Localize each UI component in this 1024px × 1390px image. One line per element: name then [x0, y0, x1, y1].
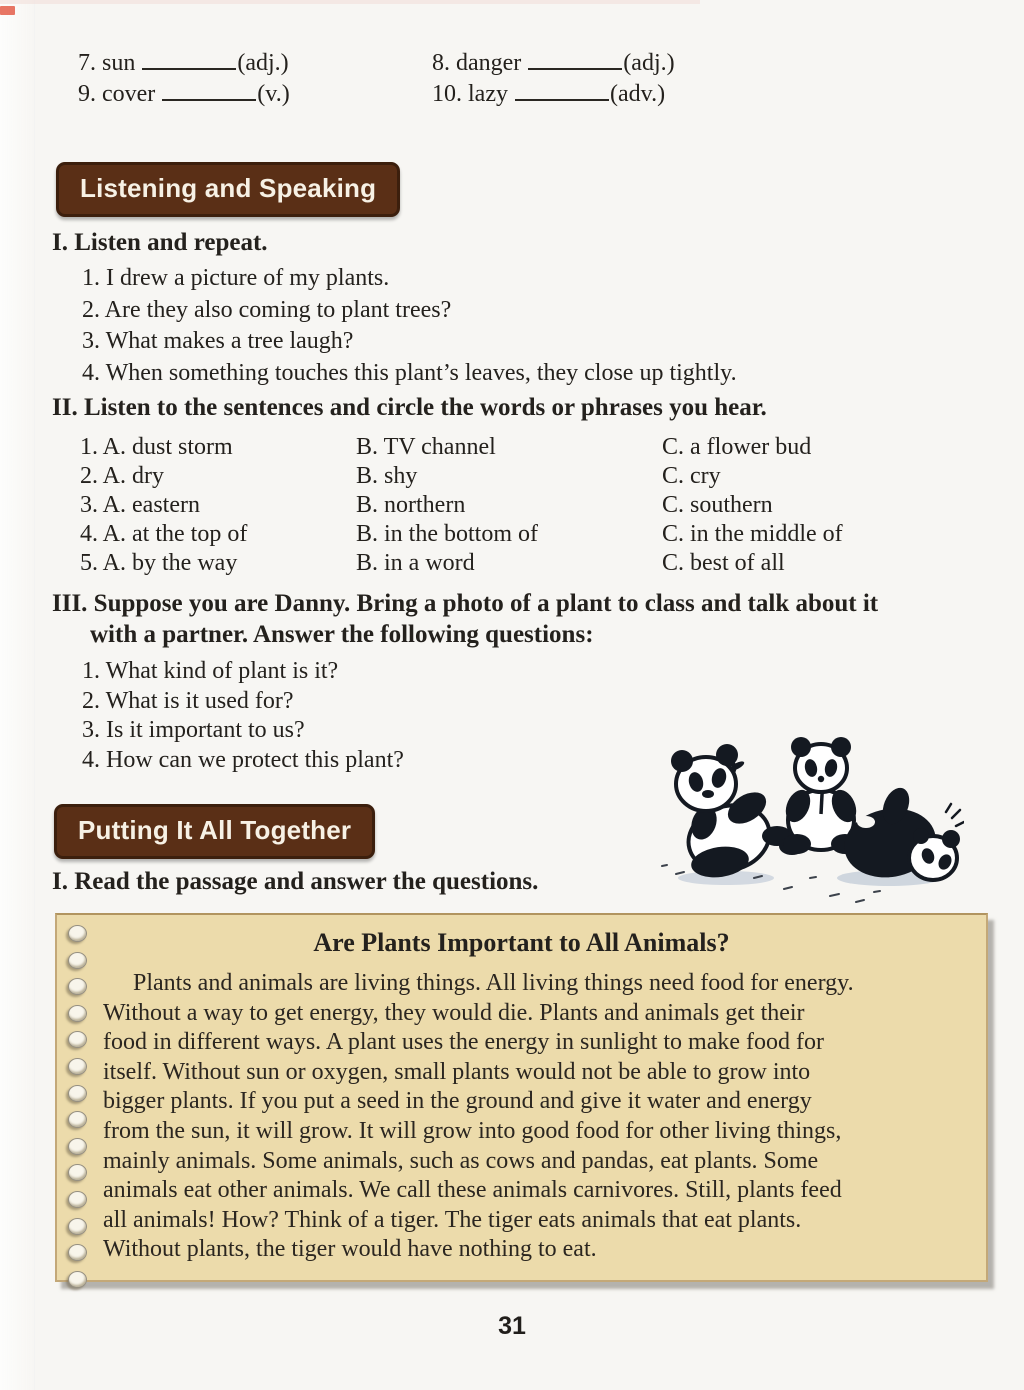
option-b[interactable]: B. in a word — [356, 550, 475, 576]
passage-line: all animals! How? Think of a tiger. The tiger eats animals that eat plants. — [103, 1206, 802, 1233]
option-c[interactable]: C. a flower bud — [662, 434, 812, 460]
reading-passage-card — [55, 913, 988, 1282]
exercise-1-title: I. Listen and repeat. — [52, 229, 268, 256]
binder-hole — [68, 1191, 87, 1208]
section-banner-listening-and-speaking: Listening and Speaking — [56, 162, 400, 217]
passage-line: Plants and animals are living things. All living things need food for energy. — [133, 970, 854, 996]
binder-hole — [68, 1164, 87, 1181]
option-b[interactable]: B. shy — [356, 463, 418, 489]
vocab-item-7 — [78, 48, 432, 79]
passage-body — [103, 969, 980, 1265]
option-a[interactable]: 3. A. eastern — [80, 492, 200, 518]
binder-hole — [68, 1085, 87, 1102]
option-b[interactable]: B. TV channel — [356, 434, 496, 460]
binder-hole — [68, 925, 87, 942]
exercise-3-title — [52, 589, 878, 650]
question-item: 4. How can we protect this plant? — [82, 746, 404, 773]
fill-in-blank[interactable] — [515, 79, 609, 101]
section-banner-putting-it-all-together: Putting It All Together — [54, 804, 375, 859]
exercise-3-title-line2: with a partner. Answer the following questions: — [90, 620, 594, 648]
list-item: 4. When something touches this plant’s leaves, they close up tightly. — [82, 359, 737, 386]
option-a[interactable]: 5. A. by the way — [80, 550, 238, 576]
page-number: 31 — [498, 1312, 526, 1340]
passage-line: mainly animals. Some animals, such as cows and pandas, eat plants. Some — [103, 1147, 819, 1174]
vocab-item-label: 9. cover — [78, 81, 156, 107]
exercise-3-title-line1: III. Suppose you are Danny. Bring a photo of a plant to class and talk about it — [52, 590, 879, 617]
option-row — [80, 433, 843, 462]
option-a[interactable]: 2. A. dry — [80, 463, 164, 489]
option-c[interactable]: C. cry — [662, 463, 721, 489]
passage-line: itself. Without sun or oxygen, small plants would not be able to grow into — [103, 1058, 811, 1085]
binder-hole — [68, 978, 87, 995]
vocab-item-label: 7. sun — [78, 50, 136, 76]
option-row — [80, 491, 843, 520]
reading-exercise-title: I. Read the passage and answer the questions. — [52, 868, 539, 895]
binder-holes — [68, 925, 87, 1288]
binder-hole — [68, 952, 87, 969]
passage-line: bigger plants. If you put a seed in the ground and give it water and energy — [103, 1088, 812, 1115]
part-of-speech: (v.) — [257, 81, 290, 107]
binder-hole — [68, 1058, 87, 1075]
option-c[interactable]: C. southern — [662, 492, 773, 518]
binder-hole — [68, 1111, 87, 1128]
scan-red-mark — [0, 6, 15, 15]
circle-options-table — [80, 433, 843, 578]
question-item: 1. What kind of plant is it? — [82, 658, 339, 684]
passage-line: Without a way to get energy, they would die. Plants and animals get their — [103, 999, 805, 1026]
exercise-2-title: II. Listen to the sentences and circle the words or phrases you hear. — [52, 394, 767, 421]
passage-line: Without plants, the tiger would have nothing to eat. — [103, 1236, 597, 1263]
list-item: 1. I drew a picture of my plants. — [82, 265, 390, 291]
binder-hole — [68, 1031, 87, 1048]
option-b[interactable]: B. northern — [356, 492, 466, 518]
question-item: 2. What is it used for? — [82, 687, 294, 714]
part-of-speech: (adj.) — [623, 50, 675, 76]
option-c[interactable]: C. best of all — [662, 550, 785, 576]
option-a[interactable]: 4. A. at the top of — [80, 521, 248, 547]
vocab-item-label: 8. danger — [432, 50, 522, 76]
listen-and-repeat-list — [82, 263, 737, 389]
list-item: 2. Are they also coming to plant trees? — [82, 296, 452, 323]
option-a[interactable]: 1. A. dust storm — [80, 434, 233, 460]
vocab-item-10 — [432, 79, 675, 110]
vocab-item-8 — [432, 48, 675, 79]
option-c[interactable]: C. in the middle of — [662, 521, 843, 547]
vocab-item-9 — [78, 79, 432, 110]
part-of-speech: (adv.) — [609, 81, 666, 107]
binder-hole — [68, 1271, 87, 1288]
pandas-illustration — [634, 726, 964, 910]
option-row — [80, 462, 843, 491]
question-item: 3. Is it important to us? — [82, 717, 305, 743]
option-b[interactable]: B. in the bottom of — [356, 521, 538, 547]
binder-hole — [68, 1218, 87, 1235]
option-row — [80, 520, 843, 549]
scan-edge-tint — [0, 0, 700, 4]
list-item: 3. What makes a tree laugh? — [82, 328, 354, 354]
vocab-fill-in-list — [78, 48, 675, 110]
passage-line: from the sun, it will grow. It will grow into good food for other living things, — [103, 1117, 842, 1144]
option-row — [80, 549, 843, 578]
binder-hole — [68, 1138, 87, 1155]
fill-in-blank[interactable] — [142, 48, 236, 70]
vocab-item-label: 10. lazy — [432, 81, 508, 107]
suppose-questions-list — [82, 657, 404, 775]
part-of-speech: (adj.) — [237, 50, 289, 76]
binder-hole — [68, 1244, 87, 1261]
passage-line: animals eat other animals. We call these animals carnivores. Still, plants feed — [103, 1177, 842, 1204]
passage-title: Are Plants Important to All Animals? — [313, 928, 730, 957]
binder-hole — [68, 1005, 87, 1022]
passage-line: food in different ways. A plant uses the energy in sunlight to make food for — [103, 1029, 824, 1056]
fill-in-blank[interactable] — [162, 79, 256, 101]
fill-in-blank[interactable] — [528, 48, 622, 70]
